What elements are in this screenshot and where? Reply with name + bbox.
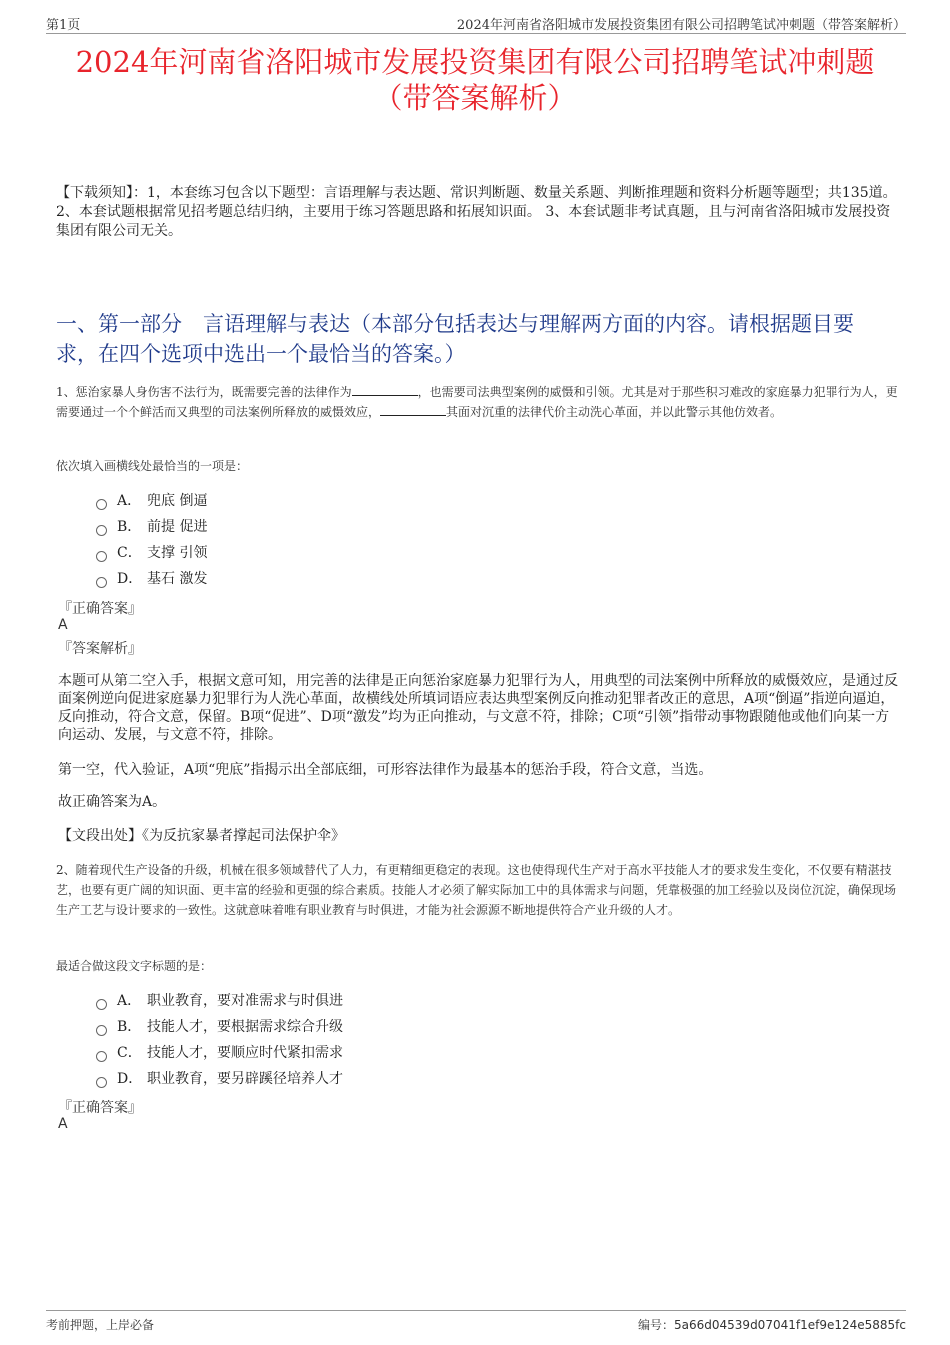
option-letter: A． (117, 493, 142, 509)
option-letter: C． (117, 1045, 142, 1061)
q2-option-d[interactable] (96, 1069, 343, 1089)
q2-option-c[interactable] (96, 1043, 343, 1063)
footer-code-value: 5a66d04539d07041f1ef9e124e5885fc (674, 1318, 906, 1332)
q1-text-c: 其面对沉重的法律代价主动洗心革面，并以此警示其他仿效者。 (446, 405, 783, 419)
footer-slogan: 考前押题，上岸必备 (46, 1318, 155, 1332)
option-letter: D． (117, 571, 143, 587)
document-title (40, 44, 910, 116)
option-letter: A． (117, 993, 142, 1009)
q2-option-b[interactable] (96, 1017, 343, 1037)
q1-option-a[interactable] (96, 491, 207, 511)
option-text: 职业教育，要对准需求与时俱进 (147, 993, 343, 1009)
option-text: 支撑 引领 (147, 545, 208, 561)
question-1-text (56, 382, 900, 422)
option-text: 技能人才，要顺应时代紧扣需求 (147, 1045, 343, 1061)
q1-option-b[interactable] (96, 517, 207, 537)
option-letter: B． (117, 1019, 142, 1035)
header-doc-title: 2024年河南省洛阳城市发展投资集团有限公司招聘笔试冲刺题（带答案解析） (456, 18, 906, 33)
q2-option-a[interactable] (96, 991, 343, 1011)
option-letter: B． (117, 519, 142, 535)
radio-icon[interactable] (96, 551, 107, 562)
question-2-text: 2、随着现代生产设备的升级，机械在很多领域替代了人力，有更精细更稳定的表现。这也使得现代生产对于高水平技能人才的要求发生变化，不仅要有精湛技艺，也要有更广阔的知识面、更丰富的经验和更强的综合素质。技能人才必须了解实际加工中的具体需求与问题，凭靠极强的加工经验以及岗位沉淀，确保现场生产工艺与设计要求的一致性。这就意味着唯有职业教育与时俱进，才能为社会源源不断地提供符合产业升级的人才。 (56, 863, 897, 917)
option-text: 职业教育，要另辟蹊径培养人才 (147, 1071, 343, 1087)
q1-text-a: 1、惩治家暴人身伤害不法行为，既需要完善的法律作为 (56, 385, 352, 399)
footer-divider (46, 1310, 906, 1311)
download-notice: 【下载须知】：1，本套练习包含以下题型：言语理解与表达题、常识判断题、数量关系题、判断推理题和资料分析题等题型；共135道。 2、本套试题根据常见招考题总结归纳，主要用于练习答题思路和拓展知识面。 3、本套试题非考试真题，且与河南省洛阳城市发展投资集团有限公司无关。 (56, 185, 897, 239)
q1-analysis-paragraph-3: 故正确答案为A。 (58, 794, 167, 810)
footer-code-label: 编号： (638, 1318, 675, 1332)
option-letter: D． (117, 1071, 143, 1087)
q2-answer-tag: 『正确答案』 (58, 1100, 142, 1116)
q1-blank-2 (380, 403, 446, 416)
question-2-prompt: 最适合做这段文字标题的是： (56, 959, 213, 973)
radio-icon[interactable] (96, 1025, 107, 1036)
q1-source: 【文段出处】《为反抗家暴者撑起司法保护伞》 (58, 828, 345, 844)
title-line-1: 2024年河南省洛阳城市发展投资集团有限公司招聘笔试冲刺题 (75, 45, 875, 79)
section-heading: 一、第一部分 言语理解与表达（本部分包括表达与理解两方面的内容。请根据题目要求，在四个选项中选出一个最恰当的答案。） (56, 312, 854, 366)
title-line-2: （带答案解析） (373, 81, 577, 115)
q1-option-d[interactable] (96, 569, 207, 589)
q2-answer: A (58, 1116, 68, 1132)
radio-icon[interactable] (96, 499, 107, 510)
q1-option-c[interactable] (96, 543, 207, 563)
question-1-prompt: 依次填入画横线处最恰当的一项是： (56, 459, 249, 473)
radio-icon[interactable] (96, 1051, 107, 1062)
radio-icon[interactable] (96, 525, 107, 536)
radio-icon[interactable] (96, 999, 107, 1010)
option-text: 前提 促进 (147, 519, 208, 535)
page-number: 第1页 (46, 18, 81, 33)
q1-analysis-paragraph-2: 第一空，代入验证，A项“兜底”指揭示出全部底细，可形容法律作为最基本的惩治手段，符合文意，当选。 (58, 762, 713, 778)
q1-answer: A (58, 617, 68, 633)
radio-icon[interactable] (96, 1077, 107, 1088)
radio-icon[interactable] (96, 577, 107, 588)
header-divider (46, 33, 906, 34)
q1-text-b: ，也需要司法典型案例的威慑和引领。尤其是对于那些积习难改的家庭暴力犯罪行为人，更需要通过一个个鲜活而又典型的司法案例所释放的威慑效应， (56, 385, 898, 419)
q1-blank-1 (352, 383, 418, 396)
footer-code (638, 1316, 906, 1333)
q1-analysis-paragraph-1: 本题可从第二空入手，根据文意可知，用完善的法律是正向惩治家庭暴力犯罪行为人，用典型的司法案例中所释放的威慑效应，是通过反面案例逆向促进家庭暴力犯罪行为人洗心革面，故横线处所填词语应表达典型案例反向推动犯罪者改正的意思，A项“倒逼”指逆向逼迫，反向推动，符合文意，保留。B项“促进”、D项“激发”均为正向推动，与文意不符，排除；C项“引领”指带动事物跟随他或他们向某一方向运动、发展，与文意不符，排除。 (58, 673, 898, 743)
option-text: 技能人才，要根据需求综合升级 (147, 1019, 343, 1035)
option-text: 基石 激发 (147, 571, 208, 587)
q1-answer-tag: 『正确答案』 (58, 601, 142, 617)
option-letter: C． (117, 545, 142, 561)
q1-analysis-tag: 『答案解析』 (58, 641, 142, 657)
option-text: 兜底 倒逼 (147, 493, 208, 509)
